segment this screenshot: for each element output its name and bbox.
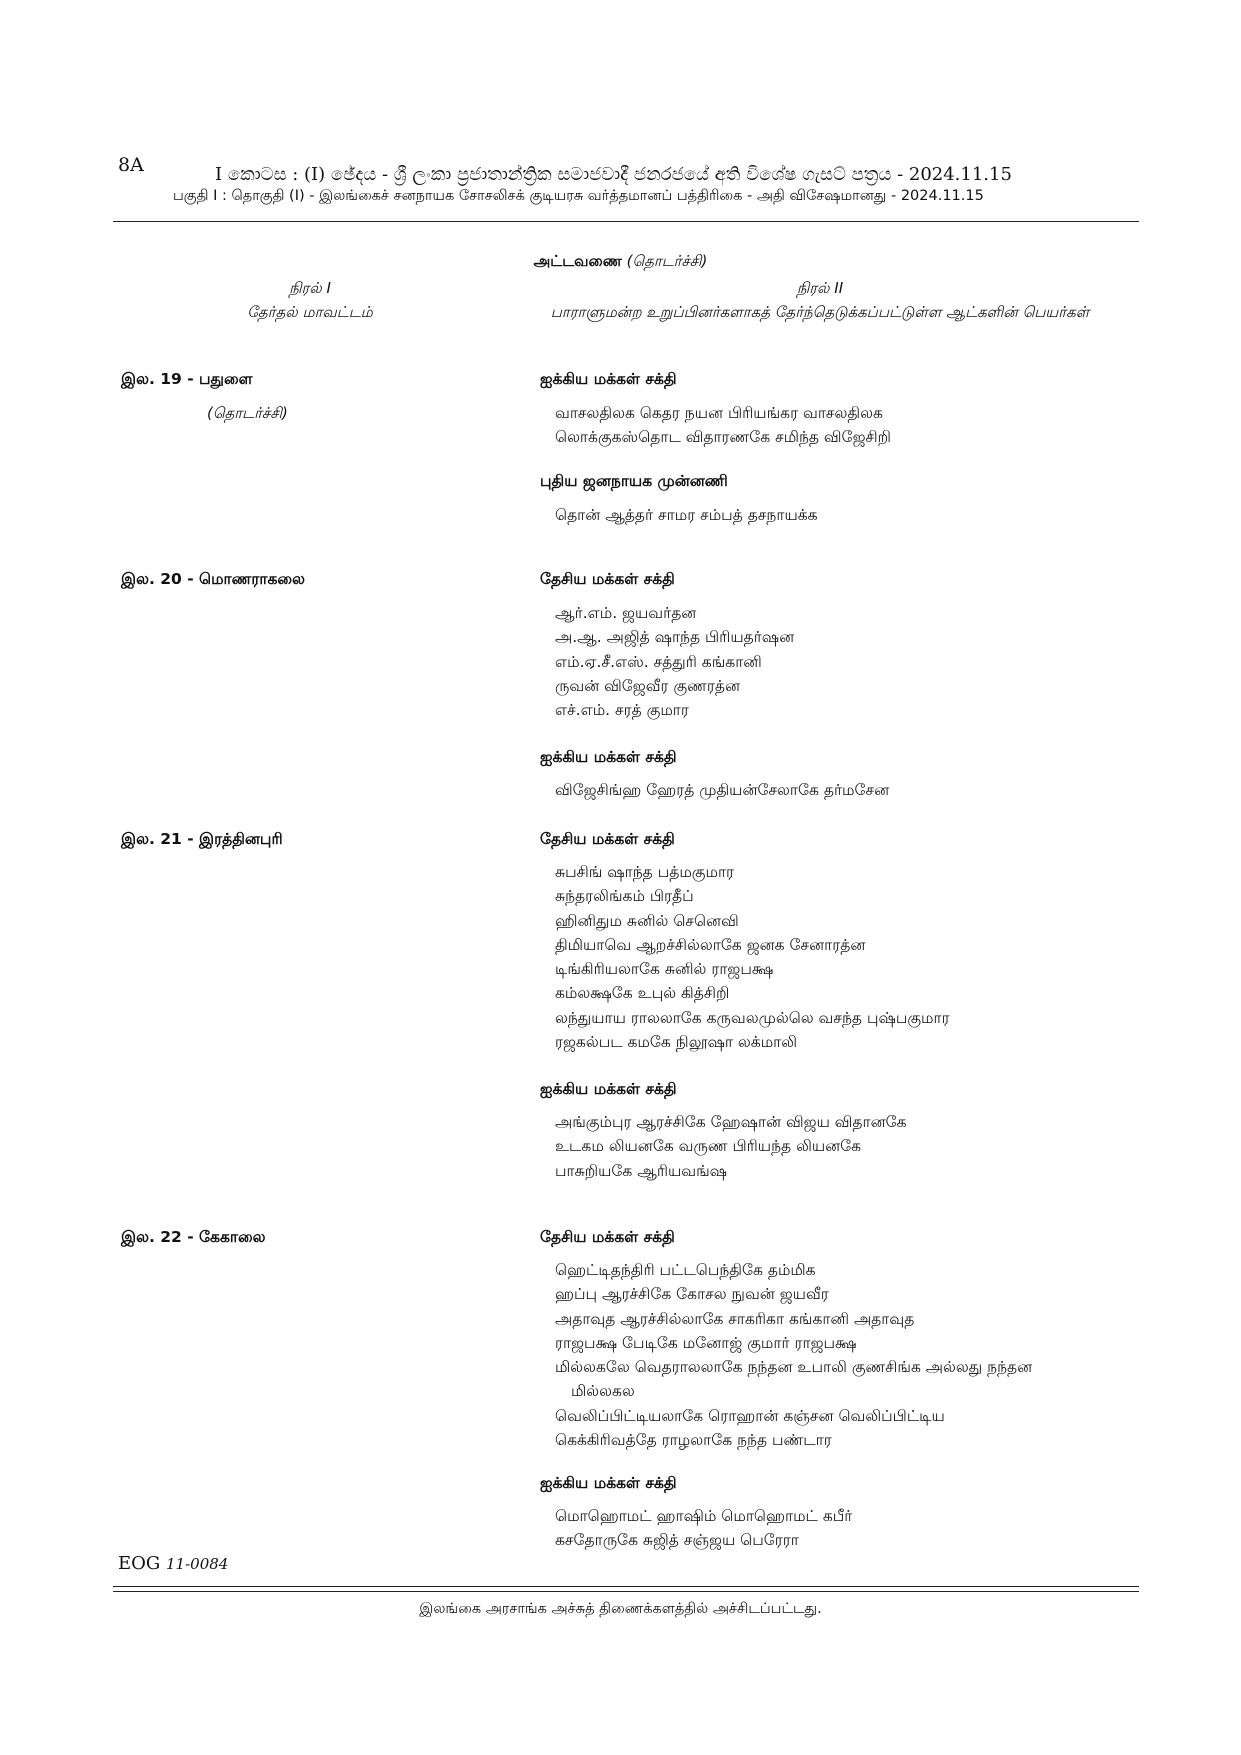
district-label: இல. 22 - கேகாலை <box>121 1228 266 1246</box>
member-name: லந்துயாய ராலலாகே கருவலமுல்லெ வசந்த புஷ்பகுமார <box>555 1008 950 1027</box>
district-label: இல. 20 - மொணராகலை <box>121 570 305 588</box>
schedule-title <box>0 252 1241 272</box>
member-name: சுபசிங் ஷாந்த பத்மகுமார <box>555 863 735 881</box>
member-list <box>555 401 1145 450</box>
member-name: சுந்தரலிங்கம் பிரதீப் <box>555 887 694 906</box>
footer-rule <box>113 1586 1139 1587</box>
gazette-header-sinhala: I කොටස : (I) ඡේදය - ශ්‍රී ලංකා ප්‍රජාතාන්ත්‍රික සමාජවාදී ජනරජයේ අති විශේෂ ගැසට් පත්‍රය - 2024.11.15 <box>215 164 1012 185</box>
schedule-title-suffix: (தொடர்ச்சி) <box>626 252 708 270</box>
column2-number: நிரல் II <box>796 279 844 297</box>
member-name: கம்லக்ஷகே உபுல் கித்சிறி <box>555 984 730 1003</box>
member-name: ஹப்பு ஆரச்சிகே கோசல நுவன் ஜயவீர <box>555 1285 829 1304</box>
member-list <box>555 1504 1145 1553</box>
member-name: எச்.எம். சரத் குமார <box>555 701 689 720</box>
party-name: ஐக்கிய மக்கள் சக்தி <box>540 370 677 388</box>
member-list <box>555 1258 1145 1452</box>
member-list <box>555 778 1145 802</box>
member-name: ஹினிதும சுனில் செனெவி <box>555 911 739 930</box>
footer-rule <box>113 1591 1139 1592</box>
party-name: தேசிய மக்கள் சக்தி <box>540 830 675 848</box>
gazette-header-tamil: பகுதி I : தொகுதி (I) - இலங்கைச் சனநாயக சோசலிசக் குடியரசு வர்த்தமானப் பத்திரிகை - அதி விசேஷமானது - 2024.11.15 <box>173 188 984 204</box>
member-name: அதாவுத ஆரச்சில்லாகே சாகரிகா கங்கானி அதாவுத <box>555 1309 915 1328</box>
member-name: பாசுறியகே ஆரியவங்ஷ <box>555 1161 728 1180</box>
member-name: கெக்கிரிவத்தே ராழலாகே நந்த பண்டார <box>555 1431 832 1450</box>
member-name: உடகம லியனகே வருண பிரியந்த லியனகே <box>555 1137 862 1156</box>
district-label: இல. 19 - பதுளை <box>121 370 253 388</box>
party-name: ஐக்கிய மக்கள் சக்தி <box>540 1474 677 1492</box>
party-name: ஐக்கிய மக்கள் சக்தி <box>540 1080 677 1098</box>
schedule-title-text: அட்டவணை <box>533 252 622 270</box>
party-name: தேசிய மக்கள் சக்தி <box>540 570 675 588</box>
district-continued-note: (தொடர்ச்சி) <box>207 404 288 422</box>
member-name: மில்லகலே வெதராலலாகே நந்தன உபாலி குணசிங்க அல்லது நந்தன <box>555 1358 1033 1377</box>
member-list <box>555 601 1145 722</box>
member-name: ராஜபக்ஷ பேடிகே மனோஜ் குமார் ராஜபக்ஷ <box>555 1333 857 1352</box>
column2-label: பாராளுமன்ற உறுப்பினர்களாகத் தேர்ந்தெடுக்கப்பட்டுள்ள ஆட்களின் பெயர்கள் <box>550 303 1090 321</box>
member-name: ஆர்.எம். ஜயவர்தன <box>555 604 697 622</box>
member-name: வெலிப்பிட்டியலாகே ரொஹான் கஞ்சன வெலிப்பிட்டிய <box>555 1406 945 1425</box>
column1-number: நிரல் I <box>289 279 331 297</box>
member-name: டிங்கிரியலாகே சுனில் ராஜபக்ஷ <box>555 960 774 979</box>
member-list <box>555 503 1145 527</box>
member-name: கசதோருகே சுஜித் சஞ்ஜய பெரேரா <box>555 1531 799 1550</box>
printer-imprint: இலங்கை அரசாங்க அச்சுத் திணைக்களத்தில் அச்சிடப்பட்டது. <box>419 1601 822 1617</box>
column1-label: தேர்தல் மாவட்டம் <box>247 303 373 321</box>
member-name: அங்கும்புர ஆரச்சிகே ஹேஷான் விஜய விதானகே <box>555 1113 907 1131</box>
document-code-prefix: EOG <box>118 1553 161 1574</box>
member-name: ஹெட்டிதந்திரி பட்டபெந்திகே தம்மிக <box>555 1261 816 1279</box>
member-name-continued: மில்லகல <box>571 1382 635 1401</box>
member-name: மொஹொமட் ஹாஷிம் மொஹொமட் கபீர் <box>555 1507 853 1525</box>
member-name: வாசலதிலக கெதர நயன பிரியங்கர வாசலதிலக <box>555 404 883 422</box>
document-code <box>118 1553 228 1574</box>
member-name: ருவன் விஜேவீர குணரத்ன <box>555 676 741 695</box>
party-name: ஐக்கிய மக்கள் சக்தி <box>540 748 677 766</box>
document-code-number: 11-0084 <box>166 1555 229 1573</box>
member-name: அ.ஆ. அஜித் ஷாந்த பிரியதர்ஷன <box>555 628 795 647</box>
member-list <box>555 1110 1145 1183</box>
party-name: தேசிய மக்கள் சக்தி <box>540 1228 675 1246</box>
party-name: புதிய ஜனநாயக முன்னணி <box>540 472 728 490</box>
member-name: எம்.ஏ.சீ.எஸ். சத்துரி கங்கானி <box>555 652 762 671</box>
page-number: 8A <box>118 154 144 176</box>
member-name: லொக்குகஸ்தொட விதாரணகே சமிந்த விஜேசிறி <box>555 428 891 447</box>
member-list <box>555 860 1145 1054</box>
member-name: திமியாவெ ஆறச்சில்லாகே ஜனக சேனாரத்ன <box>555 935 866 954</box>
member-name: தொன் ஆத்தர் சாமர சம்பத் தசநாயக்க <box>555 506 818 524</box>
header-rule <box>113 221 1139 222</box>
district-label: இல. 21 - இரத்தினபுரி <box>121 830 283 848</box>
member-name: ரஜகல்பட கமகே நிலூஷா லக்மாலி <box>555 1033 798 1052</box>
member-name: விஜேசிங்ஹ ஹேரத் முதியன்சேலாகே தர்மசேன <box>555 781 890 799</box>
